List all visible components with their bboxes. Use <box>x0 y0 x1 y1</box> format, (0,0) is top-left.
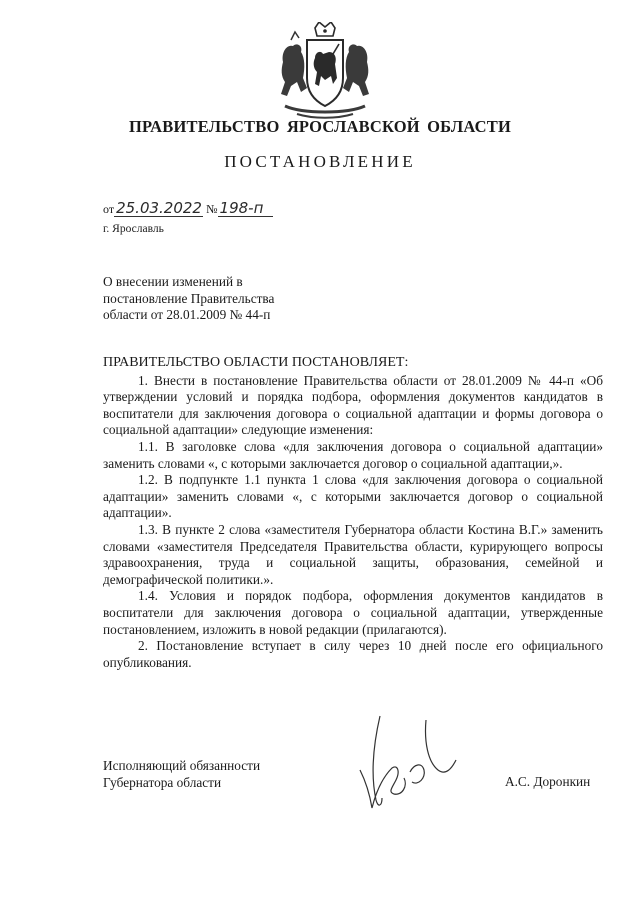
document-type: ПОСТАНОВЛЕНИЕ <box>224 152 416 171</box>
paragraph: 1.4. Условия и порядок подбора, оформления документов кандидатов в воспитатели для заключения договора о социальной адаптации, утвержденные постановлением, изложить в новой редакции (прилагаются). <box>103 588 603 637</box>
handwritten-number: 198-п <box>218 200 273 217</box>
paragraph: 1.2. В подпункте 1.1 пункта 1 слова «для заключения договора о социальной адаптации» заменить словами «, с которыми заключается договор о социальной адаптации». <box>103 472 603 521</box>
number-prefix: № <box>206 202 218 216</box>
paragraph: 1.3. В пункте 2 слова «заместителя Губернатора области Костина В.Г.» заменить словами «заместителя Председателя Правительства области, курирующего вопросы здравоохранения, труда и социальной защиты, образования, семейной и демографической политики.». <box>103 521 603 587</box>
date-number-line <box>103 200 273 217</box>
government-title: ПРАВИТЕЛЬСТВО ЯРОСЛАВСКОЙ ОБЛАСТИ <box>128 117 512 136</box>
subject-line: области от 28.01.2009 № 44-п <box>103 307 271 322</box>
signer-name: А.С. Доронкин <box>505 774 591 789</box>
document-subject <box>103 274 274 324</box>
paragraph: 1.1. В заголовке слова «для заключения договора о социальной адаптации» заменить словами «, с которыми заключается договор о социальной адаптации,». <box>103 438 603 471</box>
coat-of-arms-icon <box>277 22 373 122</box>
handwritten-date: 25.03.2022 <box>116 199 202 217</box>
document-body <box>103 355 603 671</box>
subject-line: постановление Правительства <box>103 290 275 306</box>
city: г. Ярославль <box>103 223 164 235</box>
paragraph: 2. Постановление вступает в силу через 10 дней после его официального опубликования. <box>103 638 603 670</box>
signer-title <box>103 757 260 791</box>
signer-title-line: Губернатора области <box>103 775 222 790</box>
preamble: ПРАВИТЕЛЬСТВО ОБЛАСТИ ПОСТАНОВЛЯЕТ: <box>103 355 409 370</box>
handwritten-signature-icon <box>352 712 462 822</box>
subject-line: О внесении изменений в <box>103 274 243 289</box>
signer-title-line: Исполняющий обязанности <box>103 758 261 773</box>
paragraph: 1. Внести в постановление Правительства области от 28.01.2009 № 44-п «Об утверждении условий и порядка подбора, оформления документов кандидатов в воспитатели для заключения договора о социальной адаптации и формы договора о социальной адаптации» следующие изменения: <box>103 372 603 438</box>
date-prefix: от <box>103 202 115 216</box>
